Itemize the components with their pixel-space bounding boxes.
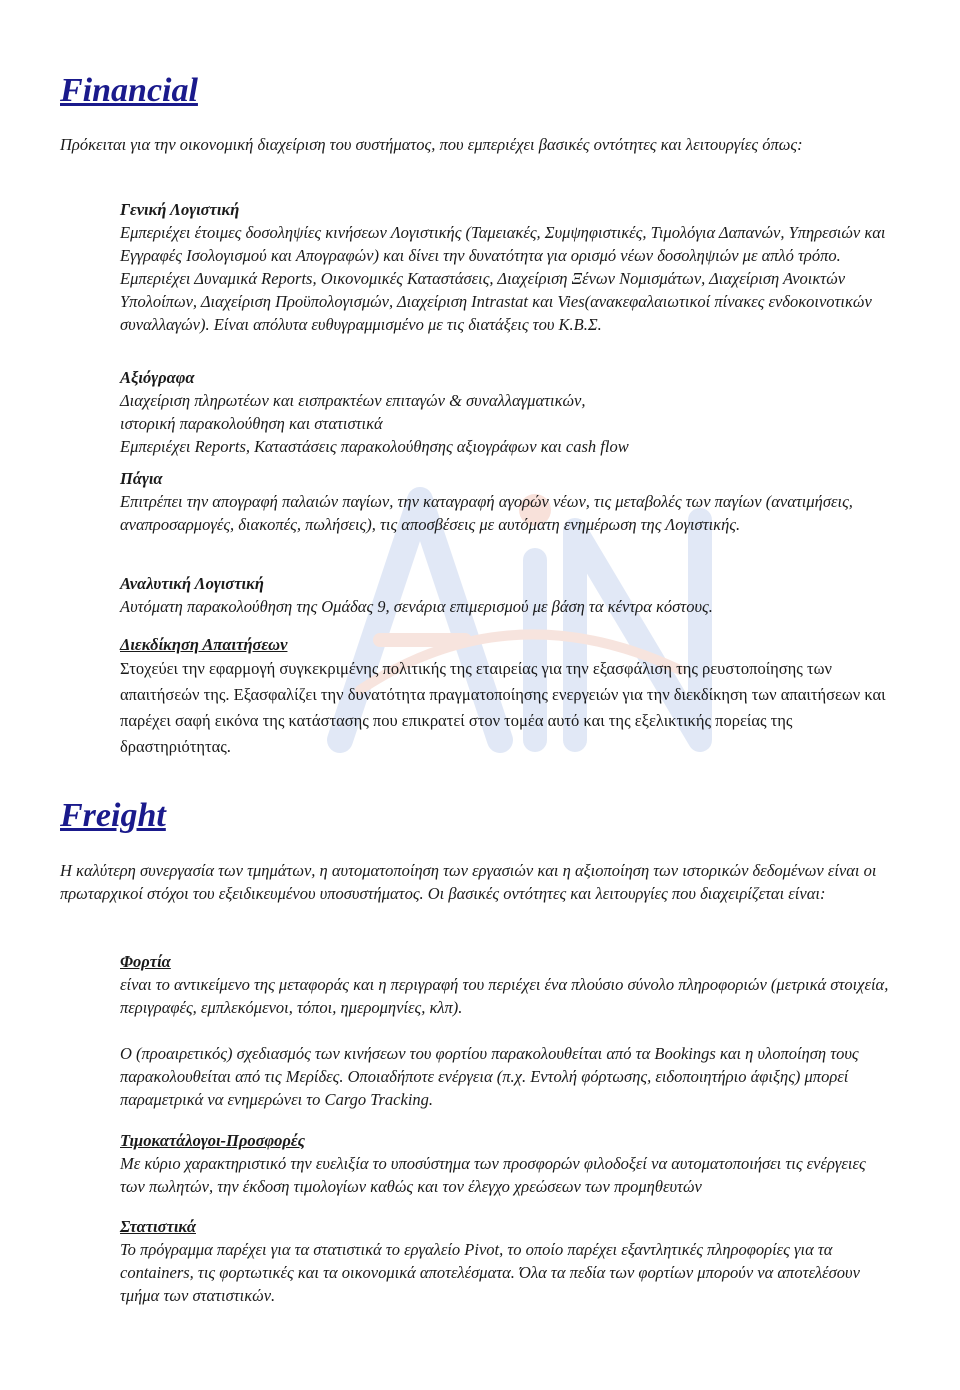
- cargo-text-2: Ο (προαιρετικός) σχεδιασμός των κινήσεων του φορτίου παρακολουθείται από τα Bookings και η υλοποίηση τους παρακολουθείται από τις Μερίδες. Οποιαδήποτε ενέργεια (π.χ. Εντολή φόρτωσης, ειδοποιητήριο άφιξης) μπορεί παραμετρικά να ενημερώνει το Cargo Tracking.: [120, 1044, 859, 1109]
- fixed-assets-text: Επιτρέπει την απογραφή παλαιών παγίων, την καταγραφή αγορών νέων, τις μεταβολές των παγίων (ανατιμήσεις, αναπροσαρμογές, διακοπές, πωλήσεις), τις αποσβέσεις με αυτόματη ενημέρωση της Λογιστικής.: [120, 492, 853, 534]
- pricelists-section: [120, 1129, 890, 1198]
- general-accounting-text: Εμπεριέχει έτοιμες δοσοληψίες κινήσεων Λογιστικής (Ταμειακές, Συμψηφιστικές, Τιμολόγια Δαπανών, Υπηρεσιών και Εγγραφές Ισολογισμού και Απογραφών) και δίνει την δυνατότητα για ορισμό νέων δοσοληψιών με απλό τρόπο. Εμπεριέχει Δυναμικά Reports, Οικονομικές Καταστάσεις, Διαχείριση Ξένων Νομισμάτων, Διαχείριση Ανοικτών Υπολοίπων, Διαχείριση Προϋπολογισμών, Διαχείριση Intrastat και Vies(ανακεφαλαιωτικοί πίνακες ενδοκοινοτικών συναλλαγών). Είναι απόλυτα ευθυγραμμισμένο με τις διατάξεις του Κ.Β.Σ.: [120, 223, 886, 334]
- fixed-assets-heading: Πάγια: [120, 469, 163, 488]
- statistics-heading: Στατιστικά: [120, 1217, 196, 1236]
- financial-title: Financial: [60, 72, 198, 109]
- claims-heading: Διεκδίκηση Απαιτήσεων: [120, 635, 288, 654]
- general-accounting-section: [120, 198, 890, 336]
- securities-line-3: Εμπεριέχει Reports, Καταστάσεις παρακολούθησης αξιογράφων και cash flow: [120, 437, 629, 456]
- cost-accounting-section: [120, 572, 890, 618]
- cargo-section: [120, 950, 890, 1111]
- statistics-section: [120, 1215, 890, 1307]
- securities-heading: Αξιόγραφα: [120, 368, 195, 387]
- general-accounting-heading: Γενική Λογιστική: [120, 200, 240, 219]
- securities-section: [120, 366, 890, 458]
- freight-intro: Η καλύτερη συνεργασία των τμημάτων, η αυτοματοποίηση των εργασιών και η αξιοποίηση των ιστορικών δεδομένων είναι οι πρωταρχικοί στόχοι του εξειδικευμένου υποσυστήματος. Οι βασικές οντότητες και λειτουργίες που διαχειρίζεται είναι:: [60, 861, 877, 903]
- claims-text: Στοχεύει την εφαρμογή συγκεκριμένης πολιτικής της εταιρείας για την εξασφάλιση της ρευστοποίησης των απαιτήσεών της. Εξασφαλίζει την δυνατότητα πραγματοποίησης ενεργειών για την διεκδίκηση των απαιτήσεων και παρέχει σαφή εικόνα της κατάστασης που επικρατεί στον τομέα αυτό και της εξελικτικής πορείας της δραστηριότητας.: [120, 659, 886, 756]
- financial-intro: Πρόκειται για την οικονομική διαχείριση του συστήματος, που εμπεριέχει βασικές οντότητες και λειτουργίες όπως:: [60, 135, 803, 154]
- cost-accounting-text: Αυτόματη παρακολούθηση της Ομάδας 9, σενάρια επιμερισμού με βάση τα κέντρα κόστους.: [120, 597, 713, 616]
- securities-line-1: Διαχείριση πληρωτέων και εισπρακτέων επιταγών & συναλλαγματικών,: [120, 391, 586, 410]
- securities-line-2: ιστορική παρακολούθηση και στατιστικά: [120, 414, 383, 433]
- claims-section: [120, 633, 890, 760]
- pricelists-heading: Τιμοκατάλογοι-Προσφορές: [120, 1131, 306, 1150]
- fixed-assets-section: [120, 467, 890, 536]
- statistics-text: Το πρόγραμμα παρέχει για τα στατιστικά το εργαλείο Pivot, το οποίο παρέχει εξαντλητικές πληροφορίες για τα containers, τις φορτωτικές και τα οικονομικά αποτελέσματα. Όλα τα πεδία των φορτίων μπορούν να αποτελέσουν τμήμα των στατιστικών.: [120, 1240, 860, 1305]
- cost-accounting-heading: Αναλυτική Λογιστική: [120, 574, 264, 593]
- cargo-text-1: είναι το αντικείμενο της μεταφοράς και η περιγραφή του περιέχει ένα πλούσιο σύνολο πληροφοριών (μετρικά στοιχεία, περιγραφές, εμπλεκόμενοι, τόποι, ημερομηνίες, κλπ).: [120, 975, 889, 1017]
- freight-title: Freight: [60, 797, 166, 834]
- pricelists-text: Με κύριο χαρακτηριστικό την ευελιξία το υποσύστημα των προσφορών φιλοδοξεί να αυτοματοποιήσει τις ενέργειες των πωλητών, την έκδοση τιμολογίων καθώς και τον έλεγχο χρεώσεων των προμηθευτών: [120, 1154, 866, 1196]
- cargo-heading: Φορτία: [120, 952, 171, 971]
